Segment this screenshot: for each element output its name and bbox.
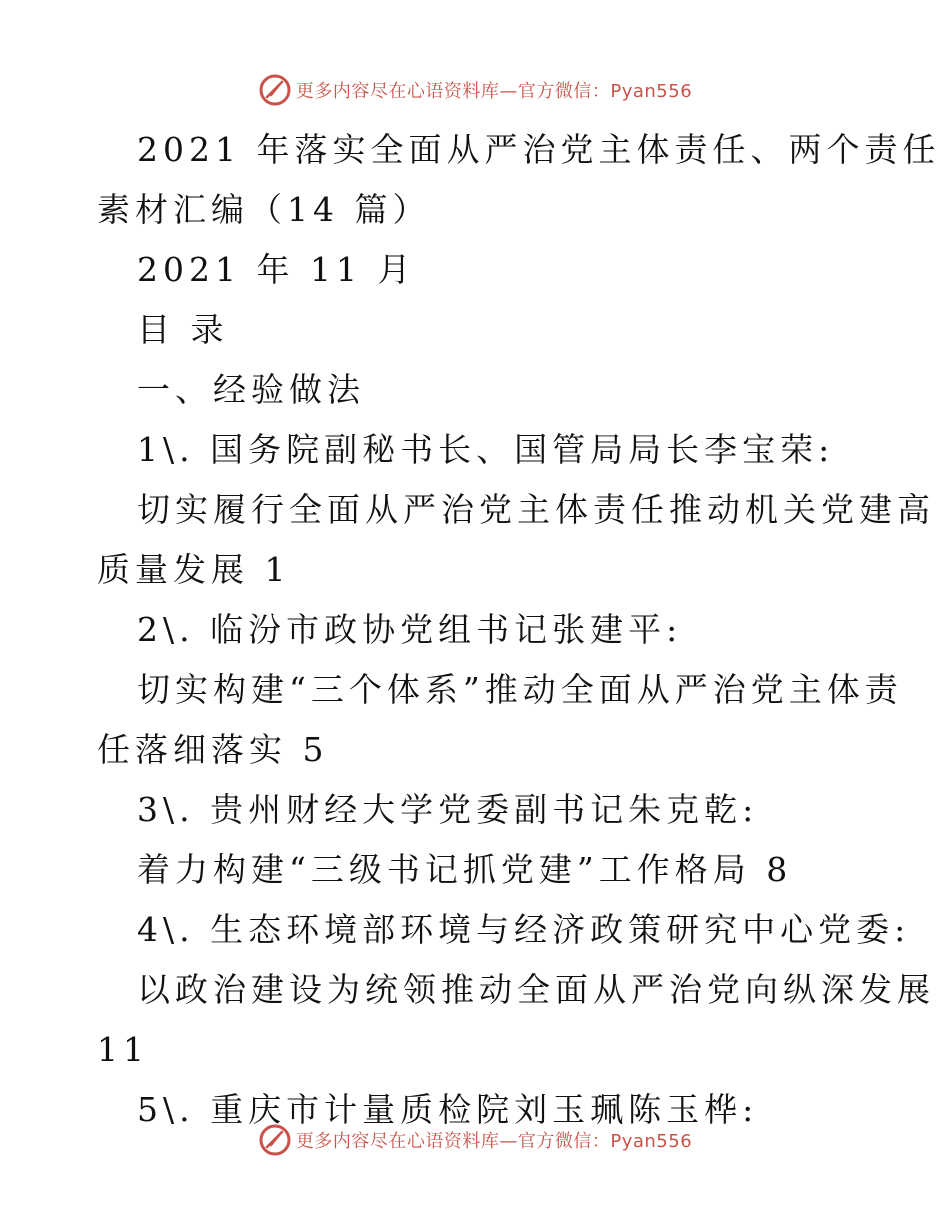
doc-title-line-2: 素材汇编（14 篇）	[97, 190, 431, 229]
toc-item-2-author: 2\. 临汾市政协党组书记张建平:	[137, 610, 683, 649]
doc-date: 2021 年 11 月	[137, 250, 416, 289]
toc-section-heading: 一、经验做法	[137, 370, 365, 409]
watermark-text: 更多内容尽在心语资料库—官方微信：Pyan556	[295, 81, 693, 102]
toc-item-2-title: 切实构建“三个体系”推动全面从严治党主体责	[137, 670, 903, 709]
toc-item-4-title: 以政治建设为统领推动全面从严治党向纵深发展	[137, 970, 935, 1009]
toc-item-1-title-cont: 质量发展 1	[97, 550, 291, 589]
feather-logo-icon	[258, 73, 292, 107]
watermark-header	[0, 70, 950, 110]
doc-title-line-1: 2021 年落实全面从严治党主体责任、两个责任	[137, 130, 941, 169]
toc-item-4-author: 4\. 生态环境部环境与经济政策研究中心党委:	[137, 910, 911, 949]
feather-logo-icon	[258, 1123, 292, 1157]
toc-heading: 目 录	[137, 310, 229, 349]
watermark-footer	[0, 1120, 950, 1160]
watermark-text: 更多内容尽在心语资料库—官方微信：Pyan556	[295, 1131, 693, 1152]
toc-item-3-title: 着力构建“三级书记抓党建”工作格局 8	[137, 850, 793, 889]
toc-item-5-author: 5\. 重庆市计量质检院刘玉珮陈玉桦:	[137, 1090, 759, 1129]
toc-item-1-author: 1\. 国务院副秘书长、国管局局长李宝荣:	[137, 430, 835, 469]
toc-item-3-author: 3\. 贵州财经大学党委副书记朱克乾:	[137, 790, 759, 829]
toc-item-4-page: 11	[97, 1030, 149, 1069]
document-body	[97, 120, 941, 1140]
toc-item-2-title-cont: 任落细落实 5	[97, 730, 329, 769]
toc-item-1-title: 切实履行全面从严治党主体责任推动机关党建高	[137, 490, 935, 529]
